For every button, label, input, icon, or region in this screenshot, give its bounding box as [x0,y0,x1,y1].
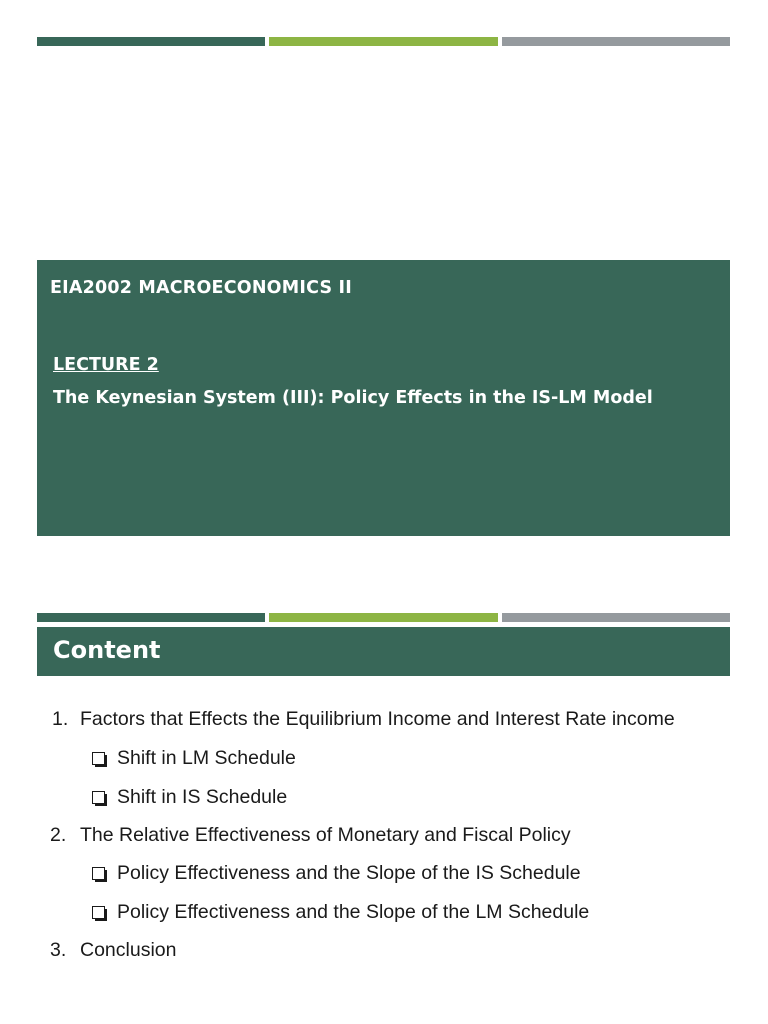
content-stripe-bar [37,613,730,622]
list-item-text: The Relative Effectiveness of Monetary and Fiscal Policy [80,824,571,846]
content-heading: Content [53,636,161,664]
sub-item-text: Policy Effectiveness and the Slope of the IS Schedule [117,862,581,884]
content-header [37,627,730,676]
checkbox-bullet-icon [92,791,105,804]
stripe-light-green [269,613,498,622]
list-item-number: 2. [50,824,67,846]
list-item-number: 1. [52,708,69,730]
lecture-number: LECTURE 2 [53,355,159,375]
checkbox-bullet-icon [92,752,105,765]
course-title: EIA2002 MACROECONOMICS II [50,278,352,298]
sub-item-text: Policy Effectiveness and the Slope of the LM Schedule [117,901,590,923]
stripe-light-green [269,37,498,46]
list-item-number: 3. [50,939,67,961]
stripe-dark-green [37,613,265,622]
top-stripe-bar [37,37,730,46]
checkbox-bullet-icon [92,867,105,880]
title-box [37,260,730,536]
stripe-gray [502,37,730,46]
lecture-subtitle: The Keynesian System (III): Policy Effects in the IS-LM Model [53,388,653,408]
checkbox-bullet-icon [92,906,105,919]
stripe-dark-green [37,37,265,46]
list-item-text: Factors that Effects the Equilibrium Income and Interest Rate income [80,708,675,730]
stripe-gray [502,613,730,622]
sub-item-text: Shift in LM Schedule [117,747,296,769]
sub-item-text: Shift in IS Schedule [117,786,288,808]
list-item-text: Conclusion [80,939,177,961]
